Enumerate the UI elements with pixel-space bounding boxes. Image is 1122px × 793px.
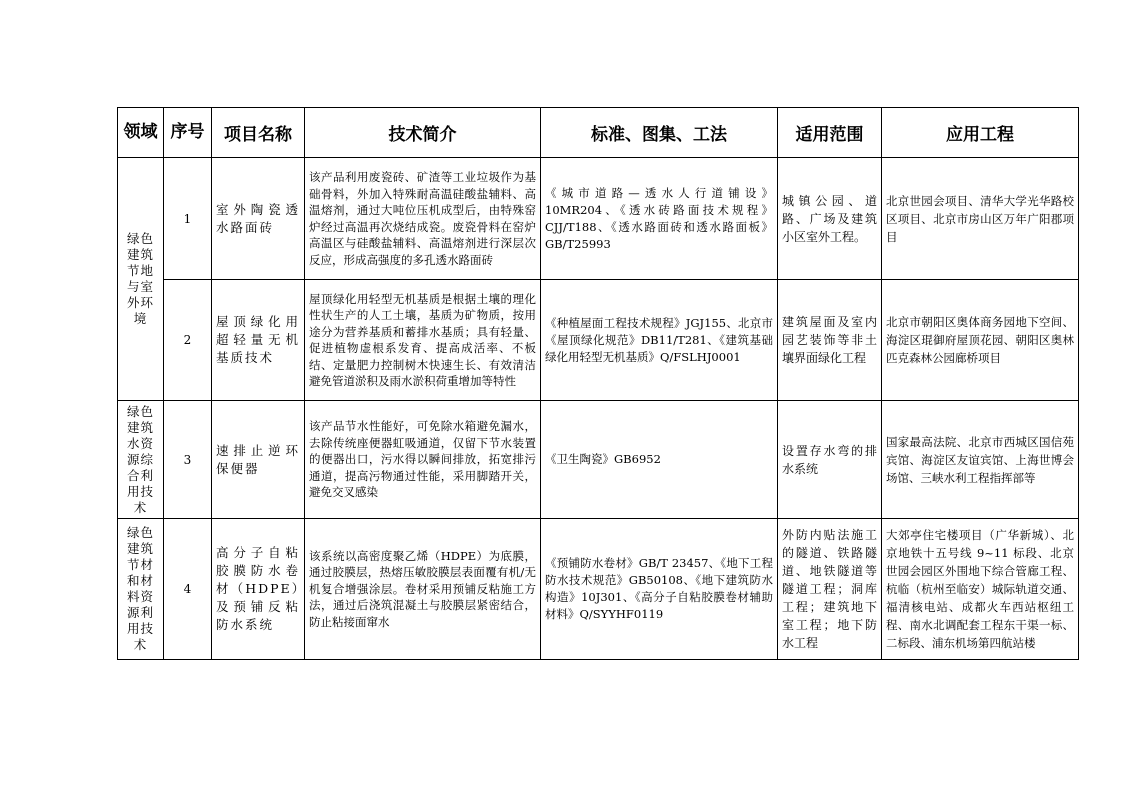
scope-cell: 城镇公园、道路、广场及建筑小区室外工程。 <box>778 158 882 280</box>
intro-cell: 该产品利用废瓷砖、矿渣等工业垃圾作为基础骨料，外加入特殊耐高温硅酸盐辅料、高温熔剂，通过大吨位压机成型后，由特殊窑炉经过高温再次烧结成瓷。废瓷骨料在窑炉高温区与硅酸盐辅料、高温熔剂进行深层次反应，形成高强度的多孔透水路面砖 <box>305 158 541 280</box>
intro-cell: 该产品节水性能好，可免除水箱避免漏水，去除传统座便器虹吸通道，仅留下节水装置的便器出口，污水得以瞬间排放，拓宽排污通道，提高污物通过性能，采用脚踏开关，避免交叉感染 <box>305 401 541 519</box>
application-cell: 北京世园会项目、清华大学光华路校区项目、北京市房山区万年广阳郡项目 <box>882 158 1079 280</box>
table-row <box>118 158 1079 280</box>
seq-cell: 1 <box>164 158 212 280</box>
seq-cell: 4 <box>164 519 212 660</box>
name-cell: 速排止逆环保便器 <box>212 401 305 519</box>
header-name: 项目名称 <box>212 108 305 158</box>
header-standards: 标准、图集、工法 <box>541 108 778 158</box>
scope-cell: 设置存水弯的排水系统 <box>778 401 882 519</box>
name-cell: 屋顶绿化用超轻量无机基质技术 <box>212 280 305 401</box>
seq-cell: 2 <box>164 280 212 401</box>
technology-table <box>117 107 1079 660</box>
scope-cell: 外防内贴法施工的隧道、铁路隧道、地铁隧道等隧道工程；洞库工程；建筑地下室工程；地下防水工程 <box>778 519 882 660</box>
header-seq: 序号 <box>164 108 212 158</box>
table-row <box>118 519 1079 660</box>
intro-cell: 屋顶绿化用轻型无机基质是根据土壤的理化性状生产的人工土壤，基质为矿物质，按用途分为营养基质和蓄排水基质；具有轻量、促进植物虚根系发育、提高成活率、不板结、定量肥力控制树木快速生长、有效清洁避免管道淤积及雨水淤积荷重增加等特性 <box>305 280 541 401</box>
domain-cell: 绿色建筑节材和材料资源利用技术 <box>118 519 164 660</box>
intro-cell: 该系统以高密度聚乙烯（HDPE）为底膜，通过胶膜层，热熔压敏胶膜层表面覆有机/无机复合增强涂层。卷材采用预铺反粘施工方法，通过后浇筑混凝土与胶膜层紧密结合，防止粘接面窜水 <box>305 519 541 660</box>
table-row <box>118 280 1079 401</box>
standards-cell: 《城市道路—透水人行道铺设》10MR204、《透水砖路面技术规程》CJJ/T188、《透水路面砖和透水路面板》GB/T25993 <box>541 158 778 280</box>
standards-cell: 《预铺防水卷材》GB/T 23457、《地下工程防水技术规范》GB50108、《地下建筑防水构造》10J301、《高分子自粘胶膜卷材辅助材料》Q/SYYHF0119 <box>541 519 778 660</box>
header-row <box>118 108 1079 158</box>
application-cell: 大郊亭住宅楼项目（广华新城）、北京地铁十五号线 9~11 标段、北京世园会园区外围地下综合管廊工程、杭临（杭州至临安）城际轨道交通、福清核电站、成都火车西站枢纽工程、南水北调配套工程东干渠一标、二标段、浦东机场第四航站楼 <box>882 519 1079 660</box>
domain-cell: 绿色建筑水资源综合利用技术 <box>118 401 164 519</box>
application-cell: 北京市朝阳区奥体商务园地下空间、海淀区琨御府屋顶花园、朝阳区奥林匹克森林公园廊桥项目 <box>882 280 1079 401</box>
domain-cell: 绿色建筑节地与室外环境 <box>118 158 164 401</box>
header-intro: 技术简介 <box>305 108 541 158</box>
header-application: 应用工程 <box>882 108 1079 158</box>
application-cell: 国家最高法院、北京市西城区国信苑宾馆、海淀区友谊宾馆、上海世博会场馆、三峡水利工程指挥部等 <box>882 401 1079 519</box>
name-cell: 高分子自粘胶膜防水卷材（HDPE）及预铺反粘防水系统 <box>212 519 305 660</box>
header-domain: 领域 <box>118 108 164 158</box>
table-row <box>118 401 1079 519</box>
scope-cell: 建筑屋面及室内园艺装饰等非土壤界面绿化工程 <box>778 280 882 401</box>
seq-cell: 3 <box>164 401 212 519</box>
name-cell: 室外陶瓷透水路面砖 <box>212 158 305 280</box>
standards-cell: 《种植屋面工程技术规程》JGJ155、北京市《屋顶绿化规范》DB11/T281、《建筑基础绿化用轻型无机基质》Q/FSLHJ0001 <box>541 280 778 401</box>
header-scope: 适用范围 <box>778 108 882 158</box>
standards-cell: 《卫生陶瓷》GB6952 <box>541 401 778 519</box>
